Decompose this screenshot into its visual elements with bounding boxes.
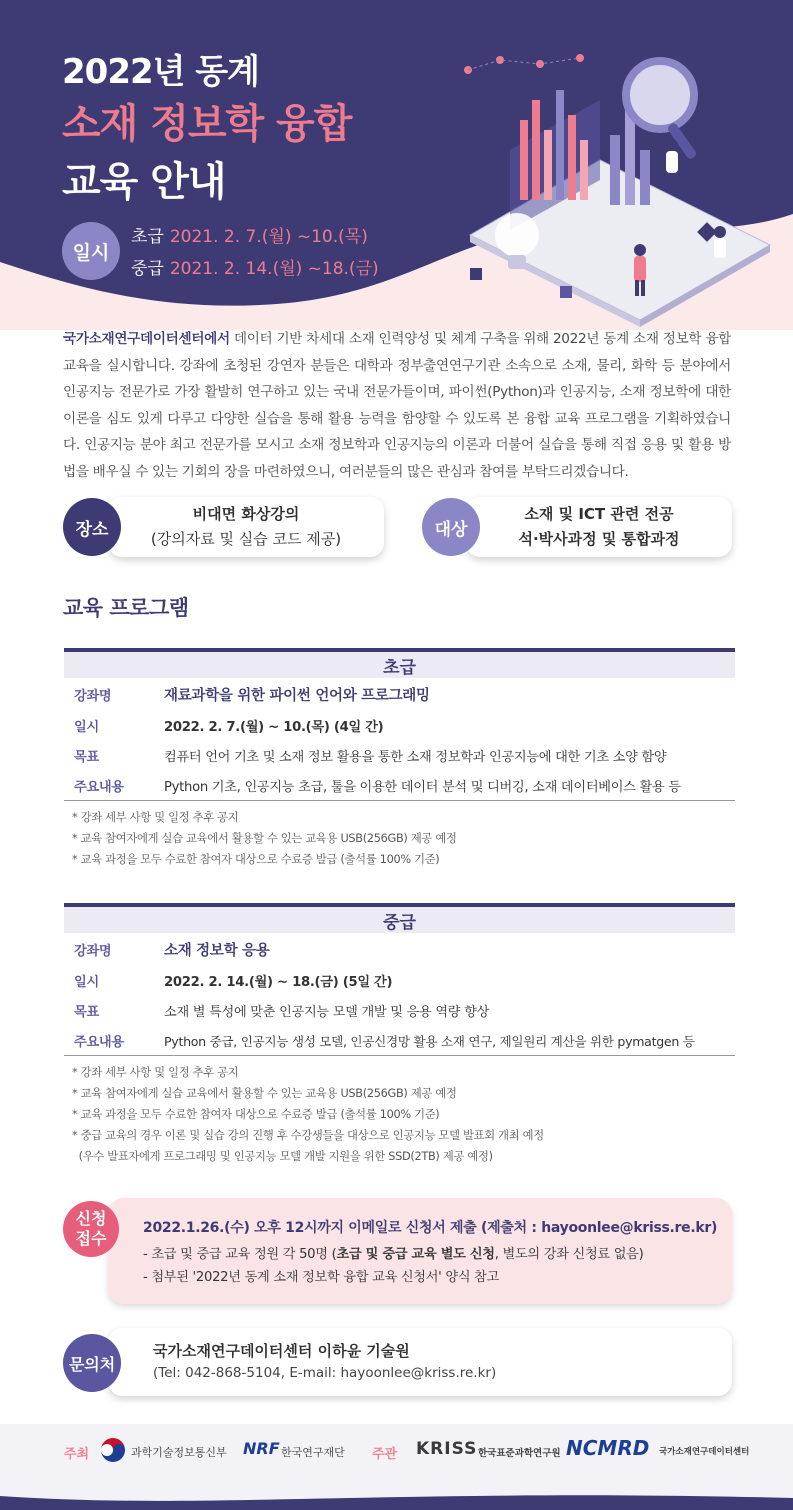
date-row-intermediate bbox=[131, 254, 379, 279]
table-row bbox=[64, 995, 735, 1025]
row-key: 목표 bbox=[74, 749, 99, 765]
target-badge: 대상 bbox=[422, 498, 480, 556]
note-item: * 교육 과정을 모두 수료한 참여자 대상으로 수료증 발급 (출석률 100% 기준) bbox=[72, 853, 440, 866]
intro-text: 데이터 기반 차세대 소재 인력양성 및 체계 구축을 위해 2022년 동계 소재 정보학 융합 교육을 실시합니다. 강좌에 초청된 강연자 분들은 대학과 정부출연연구기관 소속으로 소재, 물리, 화학 등 분야에서 인공지능 전문가로 가장 활발히 연구하고 있는 국내 전문가들이며, 파이썬(Python)과 인공지능, 소재 정보학에 대한 이론을 심도 있게 다루고 다양한 실습을 통해 활용 능력을 함양할 수 있도록 본 융합 교육 프로그램을 기획하였습니다. 인공지능 분야 최고 전문가를 모시고 소재 정보학과 인공지능의 이론과 더불어 실습을 통해 직접 응용 및 활용 방법을 배우실 수 있는 기회의 장을 마련하였으니, 여러분들의 많은 관심과 참여를 부탁드리겠습니다. bbox=[63, 331, 731, 480]
row-value: Python 기초, 인공지능 초급, 툴을 이용한 데이터 분석 및 디버깅, 소재 데이터베이스 활용 등 bbox=[164, 779, 681, 795]
apply-capacity bbox=[143, 1243, 643, 1262]
row-value: 컴퓨터 언어 기초 및 소재 정보 활용을 통한 소재 정보학과 인공지능에 대한 기초 소양 함양 bbox=[164, 749, 667, 765]
apply-deadline: 2022.1.26.(수) 오후 12시까지 이메일로 신청서 제출 (제출처 : hayoonlee@kriss.re.kr) bbox=[143, 1220, 718, 1236]
nrf-logo: NRF bbox=[243, 1439, 280, 1458]
date-level: 초급 bbox=[131, 227, 164, 247]
place-badge: 장소 bbox=[63, 498, 121, 556]
row-value: Python 중급, 인공지능 생성 모델, 인공신경망 활용 소재 연구, 제일원리 계산을 위한 pymatgen 등 bbox=[164, 1033, 695, 1049]
apply-capacity-a: - 초급 및 중급 교육 정원 각 50명 ( bbox=[143, 1247, 337, 1262]
row-value: 재료과학을 위한 파이썬 언어와 프로그래밍 bbox=[164, 687, 430, 704]
footer-wave bbox=[0, 1488, 793, 1510]
contact-info: (Tel: 042-868-5104, E-mail: hayoonlee@kriss.re.kr) bbox=[153, 1365, 497, 1381]
beginner-table bbox=[64, 648, 735, 870]
host-label: 주최 bbox=[64, 1447, 90, 1462]
place-line1: 비대면 화상강의 bbox=[192, 505, 300, 523]
note-item: * 교육 참여자에게 실습 교육에서 활용할 수 있는 교육용 USB(256GB) 제공 예정 bbox=[72, 832, 457, 845]
contact-box bbox=[108, 1328, 732, 1396]
row-value: 2022. 2. 14.(월) ~ 18.(금) (5일 간) bbox=[164, 974, 393, 990]
row-value: 2022. 2. 7.(월) ~ 10.(목) (4일 간) bbox=[164, 719, 384, 735]
date-value: 2021. 2. 14.(월) ~18.(금) bbox=[169, 259, 379, 279]
program-title: 교육 프로그램 bbox=[63, 596, 189, 620]
title-main: 소재 정보학 융합 bbox=[62, 101, 352, 147]
organizer-label: 주관 bbox=[372, 1447, 398, 1462]
target-card bbox=[466, 497, 732, 557]
row-key: 일시 bbox=[74, 719, 99, 735]
place-card bbox=[108, 497, 384, 557]
apply-capacity-b: 초급 및 중급 교육 별도 신청 bbox=[336, 1247, 495, 1262]
target-line1: 소재 및 ICT 관련 전공 bbox=[524, 505, 674, 523]
title-year: 2022년 동계 bbox=[62, 52, 259, 92]
note-item: * 교육 참여자에게 실습 교육에서 활용할 수 있는 교육용 USB(256GB) 제공 예정 bbox=[72, 1087, 457, 1100]
contact-name: 국가소재연구데이터센터 이하윤 기술원 bbox=[153, 1342, 410, 1360]
row-value: 소재 정보학 응용 bbox=[164, 942, 270, 959]
organizer-ncmrd: 국가소재연구데이터센터 bbox=[659, 1447, 750, 1457]
title-sub: 교육 안내 bbox=[62, 159, 226, 205]
ncmrd-logo: NCMRD bbox=[566, 1436, 650, 1460]
target-line2: 석·박사과정 및 통합과정 bbox=[518, 530, 680, 548]
row-key: 일시 bbox=[74, 974, 99, 990]
intermediate-heading: 중급 bbox=[64, 903, 735, 933]
table-row bbox=[64, 740, 735, 770]
row-key: 목표 bbox=[74, 1004, 99, 1020]
host-org-nrf: 한국연구재단 bbox=[281, 1446, 345, 1459]
beginner-notes bbox=[64, 801, 735, 870]
table-row bbox=[64, 678, 735, 710]
place-line2: (강의자료 및 실습 코드 제공) bbox=[150, 530, 342, 548]
kriss-logo: KRISS bbox=[416, 1439, 478, 1459]
apply-badge-line2: 접수 bbox=[75, 1229, 107, 1248]
government-emblem-icon bbox=[100, 1437, 126, 1463]
beginner-heading: 초급 bbox=[64, 648, 735, 678]
intermediate-notes bbox=[64, 1056, 735, 1167]
table-row bbox=[64, 933, 735, 965]
date-badge: 일시 bbox=[62, 222, 120, 280]
apply-badge-line1: 신청 bbox=[75, 1209, 107, 1228]
intro-paragraph bbox=[63, 326, 731, 485]
note-item: * 강좌 세부 사항 및 일정 추후 공지 bbox=[72, 1066, 239, 1079]
apply-form-note: - 첨부된 '2022년 동계 소재 정보학 융합 교육 신청서' 양식 참고 bbox=[143, 1270, 500, 1285]
note-item: (우수 발표자에게 프로그래밍 및 인공지능 모델 개발 지원을 위한 SSD(2TB) 제공 예정) bbox=[72, 1150, 493, 1163]
note-item: * 교육 과정을 모두 수료한 참여자 대상으로 수료증 발급 (출석률 100% 기준) bbox=[72, 1108, 440, 1121]
row-key: 강좌명 bbox=[74, 688, 112, 704]
apply-capacity-c: , 별도의 강좌 신청료 없음) bbox=[494, 1247, 644, 1262]
table-row bbox=[64, 1025, 735, 1055]
table-row bbox=[64, 770, 735, 800]
contact-badge: 문의처 bbox=[63, 1334, 121, 1392]
date-row-beginner bbox=[131, 222, 368, 247]
row-value: 소재 별 특성에 맞춘 인공지능 모델 개발 및 응용 역량 향상 bbox=[164, 1004, 490, 1020]
row-key: 주요내용 bbox=[74, 1034, 124, 1050]
apply-badge bbox=[63, 1201, 119, 1257]
note-item: * 중급 교육의 경우 이론 및 실습 강의 진행 후 수강생들을 대상으로 인공지능 모델 발표회 개최 예정 bbox=[72, 1129, 544, 1142]
table-row bbox=[64, 710, 735, 740]
row-key: 주요내용 bbox=[74, 779, 124, 795]
date-level: 중급 bbox=[131, 259, 164, 279]
date-value: 2021. 2. 7.(월) ~10.(목) bbox=[169, 227, 368, 247]
intro-org: 국가소재연구데이터센터에서 bbox=[63, 331, 230, 347]
row-key: 강좌명 bbox=[74, 943, 112, 959]
note-item: * 강좌 세부 사항 및 일정 추후 공지 bbox=[72, 811, 239, 824]
table-row bbox=[64, 965, 735, 995]
organizer-kriss: 한국표준과학연구원 bbox=[478, 1448, 561, 1459]
intermediate-table bbox=[64, 903, 735, 1167]
host-org-msit: 과학기술정보통신부 bbox=[131, 1446, 227, 1459]
